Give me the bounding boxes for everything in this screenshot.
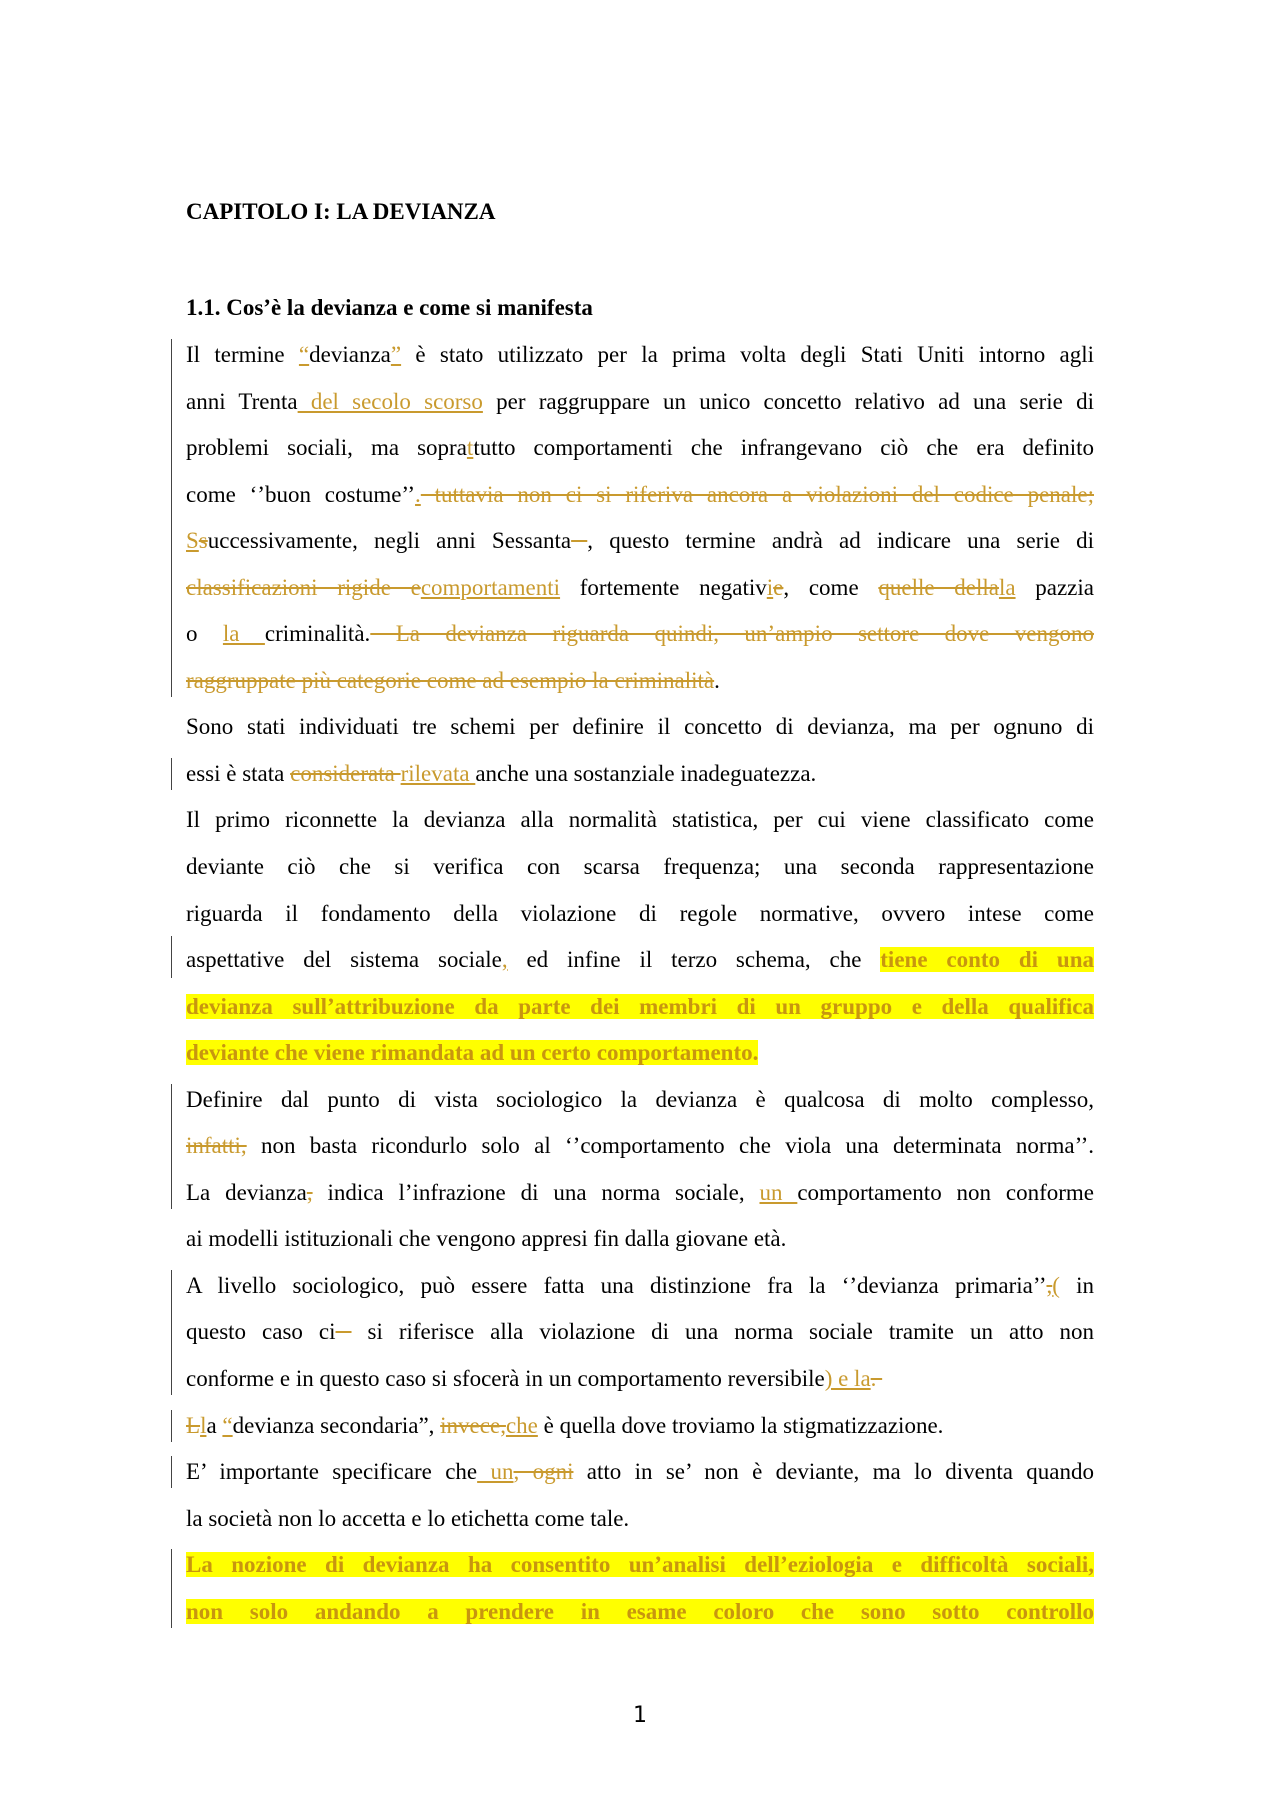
text-run: criminalità. <box>264 621 371 647</box>
deleted-text: quelle della <box>878 574 999 600</box>
highlighted-text: non solo andando a prendere in esame coloro che sono sotto controllo <box>186 1598 1094 1624</box>
text-line <box>186 1309 1094 1356</box>
text-line <box>186 425 1094 472</box>
deleted-text: classificazioni rigide e <box>186 574 421 600</box>
text-line <box>186 1077 1094 1124</box>
deleted-text <box>336 1319 352 1344</box>
text-run: comportamento non conforme <box>797 1179 1095 1205</box>
text-line <box>186 332 1094 379</box>
deleted-text: infatti, <box>186 1133 247 1159</box>
deleted-text <box>571 528 587 553</box>
text-line <box>186 937 1094 984</box>
deleted-text: invece, <box>440 1412 506 1438</box>
inserted-text: la <box>222 621 265 647</box>
highlighted-text: deviante che viene rimandata ad un certo comportamento. <box>186 1040 759 1066</box>
text-line <box>186 797 1094 844</box>
text-line <box>186 1170 1094 1217</box>
deleted-text: tuttavia non ci si riferiva ancora a violazioni del codice penale; <box>420 481 1094 507</box>
paragraph <box>186 1077 1094 1263</box>
text-run: uccessivamente, negli anni Sessanta <box>207 528 572 554</box>
change-bar <box>171 1084 172 1209</box>
text-line <box>186 379 1094 426</box>
text-line <box>186 1263 1094 1310</box>
inserted-text: ( <box>1052 1272 1060 1298</box>
highlighted-text: devianza sull’attribuzione da parte dei membri di un gruppo e della qualifica <box>186 993 1094 1019</box>
paragraph <box>186 704 1094 797</box>
change-bar <box>171 936 172 978</box>
text-run: atto in se’ non è deviante, ma lo diventa quando <box>573 1459 1095 1485</box>
deleted-text: , ogni <box>513 1459 574 1485</box>
text-line <box>186 518 1094 565</box>
text-run: questo caso ci <box>186 1319 336 1345</box>
inserted-text: t <box>466 435 474 461</box>
text-run: riguarda il fondamento della violazione di regole normative, ovvero intese come <box>186 900 1094 926</box>
inserted-text: l <box>200 1412 207 1438</box>
text-run: essi è stata <box>186 760 291 786</box>
text-run: o <box>186 621 223 647</box>
inserted-text: “ <box>222 1412 233 1438</box>
deleted-text: La devianza riguarda quindi, un’ampio settore dove vengono <box>370 621 1094 647</box>
change-bar <box>171 1549 172 1628</box>
text-run: E’ importante specificare che <box>186 1459 478 1485</box>
text-run: pazzia <box>1015 574 1094 600</box>
text-run: la società non lo accetta e lo etichetta come tale. <box>186 1505 630 1531</box>
text-run: aspettative del sistema sociale <box>186 947 502 973</box>
inserted-text: , <box>501 947 508 973</box>
text-line <box>186 658 1094 705</box>
text-run: anni Trenta <box>186 388 298 414</box>
text-run: devianza secondaria”, <box>232 1412 441 1438</box>
paragraph <box>186 1403 1094 1450</box>
text-run: , come <box>783 574 879 600</box>
text-run: fortemente negativ <box>560 574 767 600</box>
text-run: si riferisce alla violazione di una norma sociale tramite un atto non <box>351 1319 1094 1345</box>
highlighted-text: La nozione di devianza ha consentito un’analisi dell’eziologia e difficoltà sociali, <box>186 1552 1094 1578</box>
text-run: non basta ricondurlo solo al ‘’comportamento che viola una determinata norma’’. <box>246 1133 1094 1159</box>
text-run: La devianza <box>186 1179 307 1205</box>
change-bar <box>171 339 172 697</box>
inserted-text: la <box>998 574 1016 600</box>
deleted-text: considerata <box>290 760 401 786</box>
change-bar <box>171 1456 172 1488</box>
inserted-text: ” <box>390 342 402 367</box>
text-run: , questo termine andrà ad indicare una serie di <box>587 528 1094 554</box>
deleted-text: , <box>1046 1272 1053 1298</box>
inserted-text: un <box>477 1459 514 1485</box>
paragraph <box>186 332 1094 704</box>
text-line <box>186 704 1094 751</box>
inserted-text: . <box>415 481 421 507</box>
text-line <box>186 1589 1094 1636</box>
text-run: conforme e in questo caso si sfocerà in un comportamento reversibile <box>186 1366 825 1392</box>
paragraph <box>186 1449 1094 1542</box>
page-number: 1 <box>633 1703 647 1728</box>
inserted-text: che <box>505 1412 538 1438</box>
text-run: Sono stati individuati tre schemi per definire il concetto di devianza, ma per ognuno di <box>186 714 1094 740</box>
inserted-text: “ <box>298 342 310 367</box>
deleted-text: , <box>306 1179 313 1205</box>
text-run: indica l’infrazione di una norma sociale, <box>312 1179 760 1205</box>
text-run: in <box>1059 1272 1094 1298</box>
text-run: è quella dove troviamo la stigmatizzazione. <box>537 1412 944 1438</box>
text-run: a <box>206 1412 223 1438</box>
inserted-text: ) e la <box>824 1366 871 1392</box>
text-line <box>186 1123 1094 1170</box>
text-line <box>186 1030 1094 1077</box>
inserted-text: un <box>759 1179 798 1205</box>
inserted-text: S <box>186 528 199 554</box>
paragraph <box>186 1263 1094 1403</box>
text-line <box>186 1449 1094 1496</box>
deleted-text: L <box>186 1412 201 1438</box>
text-line <box>186 1542 1094 1589</box>
text-line <box>186 565 1094 612</box>
text-run: Il primo riconnette la devianza alla normalità statistica, per cui viene classificato come <box>186 807 1094 833</box>
deleted-text: s <box>198 528 208 554</box>
text-run: problemi sociali, ma sopra <box>186 435 467 461</box>
text-run: ai modelli istituzionali che vengono appresi fin dalla giovane età. <box>186 1226 787 1252</box>
text-run: A livello sociologico, può essere fatta una distinzione fra la ‘’devianza primaria’’ <box>186 1272 1047 1298</box>
deleted-text: raggruppate più categorie come ad esempio la criminalità <box>186 667 715 693</box>
inserted-text: del secolo scorso <box>297 388 483 414</box>
paragraph <box>186 797 1094 1076</box>
change-bar <box>171 1410 172 1442</box>
text-run: come ‘’buon costume’’ <box>186 481 416 507</box>
text-line <box>186 1496 1094 1543</box>
highlighted-text: tiene conto di una <box>880 947 1094 973</box>
text-line <box>186 1403 1094 1450</box>
text-run: ed infine il terzo schema, che <box>507 947 881 973</box>
text-run: deviante ciò che si verifica con scarsa frequenza; una seconda rappresentazione <box>186 854 1094 880</box>
change-bar <box>171 758 172 790</box>
text-run: per raggruppare un unico concetto relativo ad una serie di <box>482 388 1094 414</box>
text-line <box>186 611 1094 658</box>
inserted-text: i <box>766 574 774 600</box>
chapter-title: CAPITOLO I: LA DEVIANZA <box>186 199 496 224</box>
text-run: . <box>714 667 720 693</box>
section-title: 1.1. Cos’è la devianza e come si manifesta <box>186 295 593 320</box>
text-line <box>186 472 1094 519</box>
deleted-text: . <box>870 1366 883 1392</box>
paragraph <box>186 1542 1094 1635</box>
deleted-text: e <box>773 574 784 600</box>
text-run: devianza <box>309 342 391 367</box>
text-line <box>186 891 1094 938</box>
text-line <box>186 1356 1094 1403</box>
text-line <box>186 1216 1094 1263</box>
change-bar <box>171 1270 172 1395</box>
inserted-text: rilevata <box>400 760 476 786</box>
text-run: Definire dal punto di vista sociologico la devianza è qualcosa di molto complesso, <box>186 1086 1094 1112</box>
text-run: tutto comportamenti che infrangevano ciò che era definito <box>473 435 1094 461</box>
text-run: anche una sostanziale inadeguatezza. <box>475 760 817 786</box>
text-line <box>186 844 1094 891</box>
text-line <box>186 751 1094 798</box>
body-text <box>186 332 1094 1635</box>
text-line <box>186 984 1094 1031</box>
inserted-text: comportamenti <box>420 574 561 600</box>
text-run: Il termine <box>186 342 299 367</box>
text-run: è stato utilizzato per la prima volta degli Stati Uniti intorno agli <box>401 342 1094 367</box>
